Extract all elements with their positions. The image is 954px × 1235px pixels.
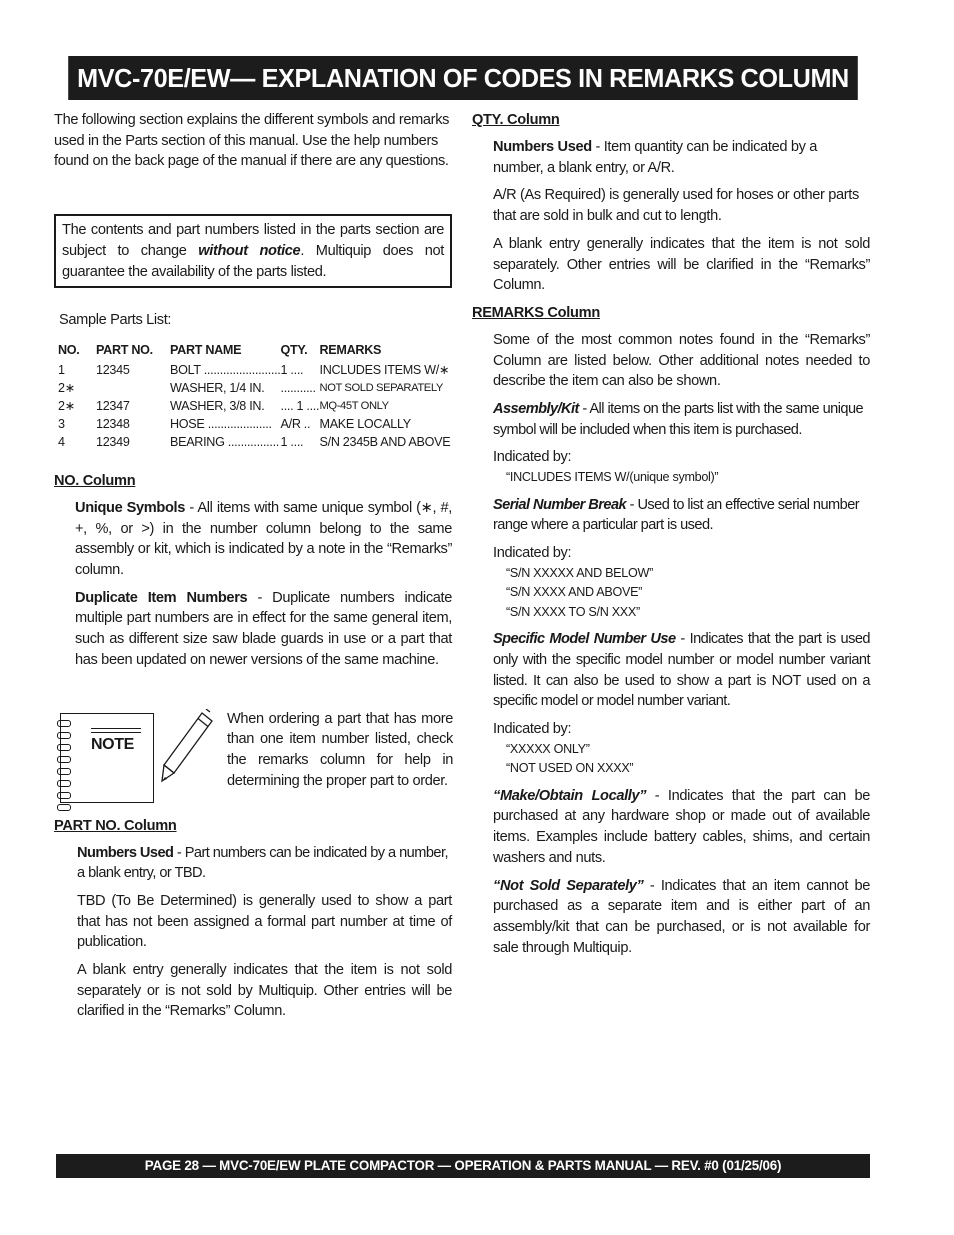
cell-no: 4 (58, 434, 65, 449)
ar-paragraph: A/R (As Required) is generally used for hoses or other parts that are sold in bulk and cut to length. (493, 187, 859, 225)
sample-label: Sample Parts List: (59, 312, 172, 329)
intro-paragraph: The following section explains the different symbols and remarks used in the Parts section of this manual. Use the help numbers found on the back page of the manual if there are any questions. (54, 112, 450, 170)
cell-no: 1 (58, 362, 65, 377)
serial-break-text: - Used to list an effective serial number range where a particular part is used. (493, 496, 860, 534)
left-column (54, 110, 452, 1022)
cell-remarks: NOT SOLD SEPARATELY (319, 381, 443, 394)
remarks-intro-paragraph: Some of the most common notes found in the “Remarks” Column are listed below. Other additional notes needed to describe the item can also be shown. (493, 331, 870, 390)
assembly-kit-paragraph (493, 399, 870, 440)
serial-break-label: Serial Number Break (493, 496, 627, 513)
note-label: NOTE (91, 735, 134, 753)
table-header-row (58, 339, 450, 361)
part-numbers-used-label: Numbers Used (77, 844, 174, 861)
code-example: “S/N XXXX TO S/N XXX” (506, 604, 640, 619)
table-row (58, 397, 450, 415)
cell-qty: 1 .... (280, 434, 304, 449)
part-no-column-heading: PART NO. Column (54, 817, 177, 834)
cell-no: 2∗ (58, 381, 75, 396)
specific-model-paragraph (493, 629, 870, 712)
notice-box (54, 214, 452, 288)
make-locally-text: - Indicates that the part can be purchased at any hardware shop or made out of available items. Examples include battery cables, shims, and certain washers and nuts. (493, 787, 870, 866)
assembly-kit-text: - All items on the parts list with the same unique symbol will be included when this item is purchased. (493, 401, 864, 438)
col-header-qty: QTY. (280, 342, 308, 357)
code-example: “INCLUDES ITEMS W/(unique symbol)” (506, 470, 719, 485)
cell-remarks: MAKE LOCALLY (319, 416, 411, 431)
cell-remarks: MQ-45T ONLY (319, 399, 389, 412)
cell-remarks: INCLUDES ITEMS W/∗ (319, 363, 450, 378)
indicated-by-label: Indicated by: (493, 449, 572, 466)
pencil-icon (158, 709, 218, 789)
qty-column-heading: QTY. Column (472, 112, 560, 128)
table-row (58, 361, 450, 379)
notebook-icon (60, 713, 154, 803)
cell-remarks: S/N 2345B AND ABOVE (319, 434, 451, 449)
qty-numbers-used-label: Numbers Used (493, 139, 592, 155)
cell-part-no: 12345 (96, 362, 130, 377)
table-row (58, 379, 450, 397)
cell-no: 3 (58, 416, 65, 431)
notice-text: The contents and part numbers listed in the parts section are subject to change (62, 222, 444, 259)
code-example: “S/N XXXXX AND BELOW” (506, 565, 653, 580)
code-example: “XXXXX ONLY” (506, 741, 590, 756)
sample-parts-table (58, 339, 450, 451)
code-example: “NOT USED ON XXXX” (506, 761, 634, 776)
qty-blank-paragraph: A blank entry generally indicates that the item is not sold separately. Other entries will be clarified in the “Remarks” Column. (493, 235, 870, 294)
unique-symbols-text: - All items with same unique symbol (∗, #, +, %, or >) in the number column belong to the same assembly or kit, which is indicated by a note in the “Remarks” column. (75, 499, 453, 579)
right-column (472, 110, 870, 958)
tbd-paragraph: TBD (To Be Determined) is generally used to show a part that has not been assigned a formal part number at time of publication. (77, 892, 452, 951)
cell-qty: .... 1 .... (280, 398, 320, 413)
page-title: MVC-70E/EW— EXPLANATION OF CODES IN REMARKS COLUMN (68, 56, 858, 100)
assembly-kit-label: Assembly/Kit (493, 401, 579, 418)
cell-part-no: 12347 (96, 398, 130, 413)
indicated-by-label: Indicated by: (493, 545, 572, 562)
col-header-part-name: PART NAME (170, 342, 242, 357)
make-locally-label: “Make/Obtain Locally” (493, 787, 647, 804)
cell-part-name: WASHER, 3/8 IN. (170, 398, 265, 413)
part-blank-paragraph: A blank entry generally indicates that the item is not sold separately or is not sold by Multiquip. Other entries will be clarified in the “Remarks” Column. (77, 962, 452, 1020)
col-header-remarks: REMARKS (319, 342, 382, 357)
not-sold-separately-paragraph (493, 876, 870, 959)
not-sold-separately-text: - Indicates that an item cannot be purchased as a separate item and is either part of an assembly/kit that can be purchased, or is not available for sale through Multiquip. (493, 877, 870, 956)
note-callout (54, 709, 452, 809)
cell-part-name: HOSE .................... (170, 416, 272, 431)
duplicate-items-label: Duplicate Item Numbers (75, 589, 248, 606)
cell-part-no (96, 379, 170, 397)
cell-part-name: BEARING ................ (170, 434, 279, 449)
part-numbers-used-text: - Part numbers can be indicated by a number, a blank entry, or TBD. (77, 844, 448, 882)
part-numbers-used-paragraph (77, 843, 452, 884)
serial-break-paragraph (493, 495, 870, 536)
duplicate-items-paragraph (75, 588, 452, 671)
cell-part-name: WASHER, 1/4 IN. (170, 380, 265, 395)
not-sold-separately-label: “Not Sold Separately” (493, 877, 644, 894)
qty-numbers-used-text: - Item quantity can be indicated by a number, a blank entry, or A/R. (493, 139, 818, 176)
specific-model-text: - Indicates that the part is used only with the specific model number or model number variant listed. It can also be used to show a part is NOT used on a specific model or model number variant. (493, 631, 870, 710)
table-row (58, 433, 450, 451)
no-column-heading: NO. Column (54, 472, 136, 489)
make-locally-paragraph (493, 786, 870, 869)
cell-qty: A/R .. (280, 416, 311, 431)
unique-symbols-paragraph (75, 498, 452, 581)
notice-text-end: . Multiquip does not guarantee the availability of the parts listed. (62, 242, 445, 280)
cell-part-no: 12349 (96, 434, 130, 449)
cell-qty: 1 .... (280, 362, 304, 377)
col-header-no: NO. (58, 342, 80, 357)
note-text: When ordering a part that has more than one item number listed, check the remarks column for help in determining the proper part to order. (227, 710, 453, 789)
cell-part-no: 12348 (96, 416, 130, 431)
duplicate-items-text: - Duplicate numbers indicate multiple part numbers are in effect for the same general item, such as different size saw blade guards in use or a part that has been updated on newer versions of the same machine. (75, 589, 453, 668)
qty-numbers-used-paragraph (493, 137, 870, 178)
page-footer: PAGE 28 — MVC-70E/EW PLATE COMPACTOR — OPERATION & PARTS MANUAL — REV. #0 (01/25/06) (56, 1154, 870, 1178)
remarks-column-heading: REMARKS Column (472, 304, 600, 321)
col-header-part-no: PART NO. (96, 342, 153, 357)
notice-emphasis: without notice (198, 242, 301, 259)
unique-symbols-label: Unique Symbols (75, 499, 186, 516)
code-example: “S/N XXXX AND ABOVE” (506, 585, 643, 600)
cell-part-name: BOLT ........................ (170, 362, 281, 377)
indicated-by-label: Indicated by: (493, 721, 572, 738)
cell-qty: ........... (280, 380, 316, 395)
table-row (58, 415, 450, 433)
cell-no: 2∗ (58, 399, 75, 414)
specific-model-label: Specific Model Number Use (493, 631, 676, 648)
